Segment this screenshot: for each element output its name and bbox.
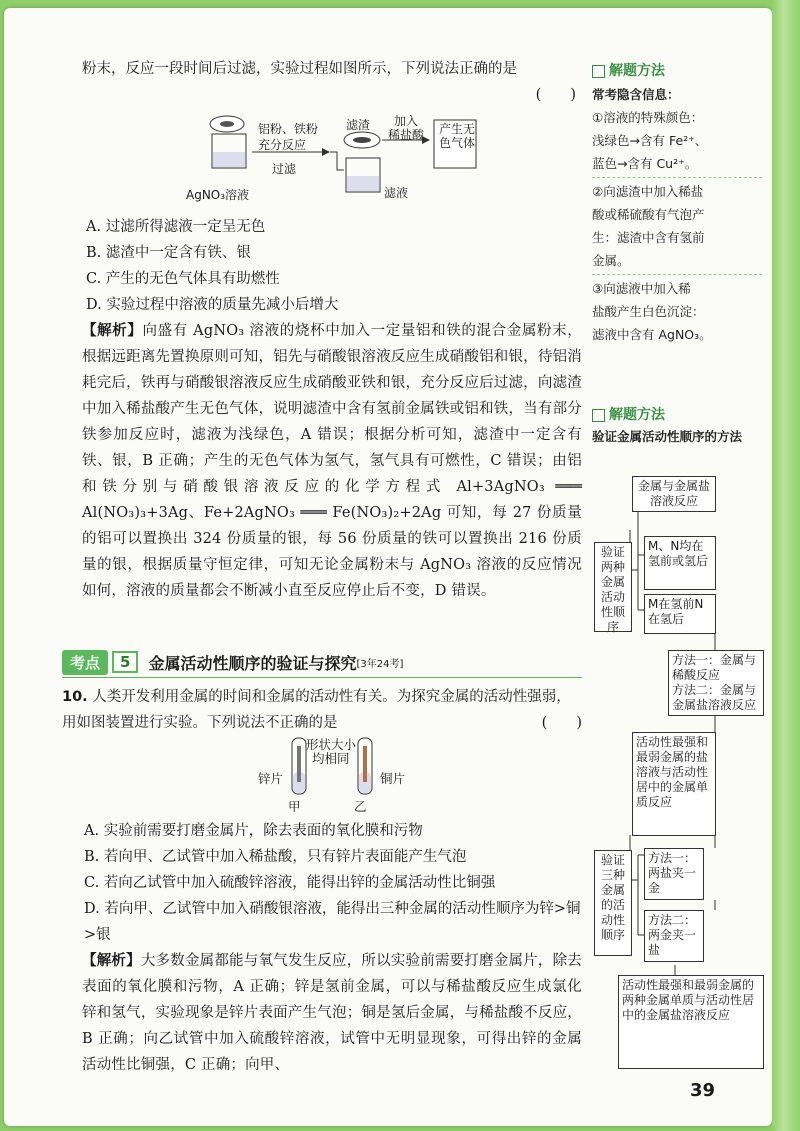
sidebar-2-heading: 解题方法 — [592, 404, 762, 427]
method-flowchart — [590, 470, 770, 1080]
flow-box-last: 活动性最强和最弱金属的两种金属单质与活动性居中的金属盐溶液反应 — [618, 975, 764, 1069]
q10-option-b: B. 若向甲、乙试管中加入稀盐酸，只有锌片表面能产生气泡 — [84, 849, 467, 865]
reagent-label: AgNO₃溶液 — [186, 188, 250, 202]
question-stem: 粉末，反应一段时间后过滤，实验过程如图所示，下列说法正确的是 — [82, 61, 517, 77]
result-label: 产生无色气体 — [438, 122, 475, 150]
sidebar-1-line: 金属。 — [592, 253, 630, 268]
section-frequency: [3年24考] — [356, 658, 404, 670]
q10-option-d: D. 若向甲、乙试管中加入硝酸银溶液，能得出三种金属的活动性顺序为锌>铜>银 — [84, 901, 581, 943]
experiment-diagram — [82, 108, 582, 208]
add-line1: 加入 — [394, 114, 419, 128]
flow-box-metal-salt: 金属与金属盐溶液反应 — [632, 476, 716, 512]
sidebar-tip-2 — [592, 404, 762, 447]
sidebar-1-line: 浅绿色→含有 Fe²⁺、 — [592, 133, 708, 148]
section-number: 5 — [112, 651, 138, 673]
sidebar-1-subheading: 常考隐含信息： — [592, 87, 680, 102]
tube-b-label: 乙 — [354, 799, 367, 814]
beaker-2-solution — [347, 176, 379, 191]
sidebar-1-line: ②向滤渣中加入稀盐 — [592, 184, 704, 199]
option-b: B. 滤渣中一定含有铁、银 — [86, 245, 251, 261]
zinc-label: 锌片 — [258, 771, 284, 786]
branch-line — [330, 152, 344, 170]
section-underline — [62, 677, 582, 678]
sidebar-1-line: 滤液中含有 AgNO₃。 — [592, 327, 712, 342]
q10-stem: 人类开发利用金属的时间和金属的活动性有关。为探究金属的活动性强弱，用如图装置进行实验。下列说法不正确的是 — [62, 689, 571, 731]
step1-line1: 铝粉、铁粉 — [258, 122, 319, 136]
q10-analysis-block — [62, 948, 582, 1078]
answer-paren: ( ) — [535, 87, 576, 103]
sidebar-1-line: ③向滤液中加入稀 — [592, 281, 691, 296]
step1-line3: 过滤 — [272, 162, 297, 176]
question-top — [82, 56, 582, 604]
flow-box-two-metals: 验证两种金属活动性顺序 — [594, 542, 632, 632]
method-one-label: 方法一：金属与稀酸反应 — [672, 653, 757, 682]
flow-box-front-back: M在氢前N在氢后 — [644, 594, 716, 634]
arrow-1-head — [322, 148, 330, 156]
tube-a-label: 甲 — [288, 799, 301, 814]
section-tag: 考点 — [62, 650, 108, 675]
beaker-1-solution — [213, 152, 245, 167]
q10-analysis-text: 大多数金属都能与氧气发生反应，所以实验前需要打磨金属片，除去表面的氧化膜和污物，A 正确；锌是氢前金属，可以与稀盐酸反应生成氯化锌和氢气，实验现象是锌片表面产生气泡；铜是氢后金属，与稀盐酸不反应，B 正确；向乙试管中加入硫酸锌溶液，试管中无明显现象，可得出锌的金属活动性比铜强，C 正确；向甲、 — [82, 953, 582, 1073]
sidebar-1-line: ①溶液的特殊颜色： — [592, 110, 704, 125]
sidebar-1-line: 盐酸产生白色沉淀： — [592, 304, 705, 319]
page-edge-green — [772, 0, 800, 1131]
q10-option-a: A. 实验前需要打磨金属片，除去表面的氧化膜和污物 — [84, 823, 423, 839]
zinc-strip — [297, 746, 301, 782]
page-number: 39 — [690, 1080, 716, 1101]
option-a: A. 过滤所得滤液一定呈无色 — [86, 219, 266, 235]
sidebar-1-line: 生：滤渣中含有氢前 — [592, 230, 705, 245]
flow-box-three-metals: 验证三种金属的活动性顺序 — [594, 850, 632, 956]
q10-option-c: C. 若向乙试管中加入硫酸锌溶液，能得出锌的金属活动性比铜强 — [84, 875, 496, 891]
method-two-label: 方法二：金属与金属盐溶液反应 — [672, 683, 757, 712]
sidebar-2-subheading: 验证金属活动性顺序的方法 — [592, 429, 743, 444]
filtrate-label: 滤液 — [384, 186, 409, 200]
test-tube-diagram — [62, 736, 582, 818]
sidebar-1-heading: 解题方法 — [592, 60, 762, 83]
section-header — [62, 648, 582, 676]
analysis-block — [82, 318, 582, 604]
flow-box-two-salt: 方法一：两盐夹一金 — [644, 848, 704, 900]
analysis-text: 向盛有 AgNO₃ 溶液的烧杯中加入一定量铝和铁的混合金属粉末，根据远距离先置换原则可知，铝先与硝酸银溶液反应生成硝酸铝和银，待铝消耗完后，铁再与硝酸银溶液反应生成硝酸亚铁和银，充分反应后过滤，向滤渣中加入稀盐酸产生无色气体，说明滤渣中含有氢前金属铁或铝和铁，当有部分铁参加反应时，滤液为浅绿色，A 错误；根据分析可知，滤渣中一定含有铁、银，B 正确；产生的无色气体为氢气，氢气具有可燃性，C 错误；由铝和铁分别与硝酸银溶液反应的化学方程式 Al+3AgNO₃ ═══ Al(NO₃)₃+3Ag、Fe+2AgNO₃ ═══ Fe(NO₃)₂+2Ag 可知，每 27 份质量的铝可以置换出 324 份质量的银，每 56 份质量的铁可以置换出 216 份质量的银，根据质量守恒定律，可知无论金属粉末与 AgNO₃ 溶液的反应情况如何，溶液的质量都会不断减小直至反应停止后不变，D 错误。 — [82, 323, 582, 599]
q10-analysis-label: 【解析】 — [82, 953, 141, 969]
heading-box-icon — [592, 65, 605, 78]
option-d: D. 实验过程中溶液的质量先减小后增大 — [86, 297, 339, 313]
option-c: C. 产生的无色气体具有助燃性 — [86, 271, 280, 287]
flow-box-methods — [668, 650, 764, 716]
same-shape-label-1: 形状大小 — [306, 737, 357, 752]
sidebar-1-line: 酸或稀硫酸有气泡产 — [592, 207, 705, 222]
analysis-label: 【解析】 — [82, 323, 143, 339]
powder-icon — [220, 121, 234, 127]
sidebar-tip-1 — [592, 60, 762, 346]
question-number: 10. — [62, 689, 88, 705]
step1-line2: 充分反应 — [258, 138, 307, 152]
same-shape-label-2: 均相同 — [312, 751, 350, 766]
flow-box-strong-weak: 活动性最强和最弱金属的盐溶液与活动性居中的金属单质反应 — [632, 732, 716, 836]
copper-label: 铜片 — [380, 771, 406, 786]
add-line2: 稀盐酸 — [388, 128, 425, 142]
heading-box-icon — [592, 409, 605, 422]
q10-paren: ( ) — [541, 715, 582, 731]
sidebar-1-line: 蓝色→含有 Cu²⁺。 — [592, 156, 698, 171]
flow-box-two-metal: 方法二：两金夹一盐 — [644, 910, 704, 962]
section-title: 金属活动性顺序的验证与探究 — [148, 653, 357, 673]
residue-label: 滤渣 — [346, 118, 371, 132]
question-10 — [62, 684, 582, 1078]
copper-strip — [363, 746, 367, 782]
flow-box-both-front: M、N均在氢前或氢后 — [644, 536, 716, 590]
